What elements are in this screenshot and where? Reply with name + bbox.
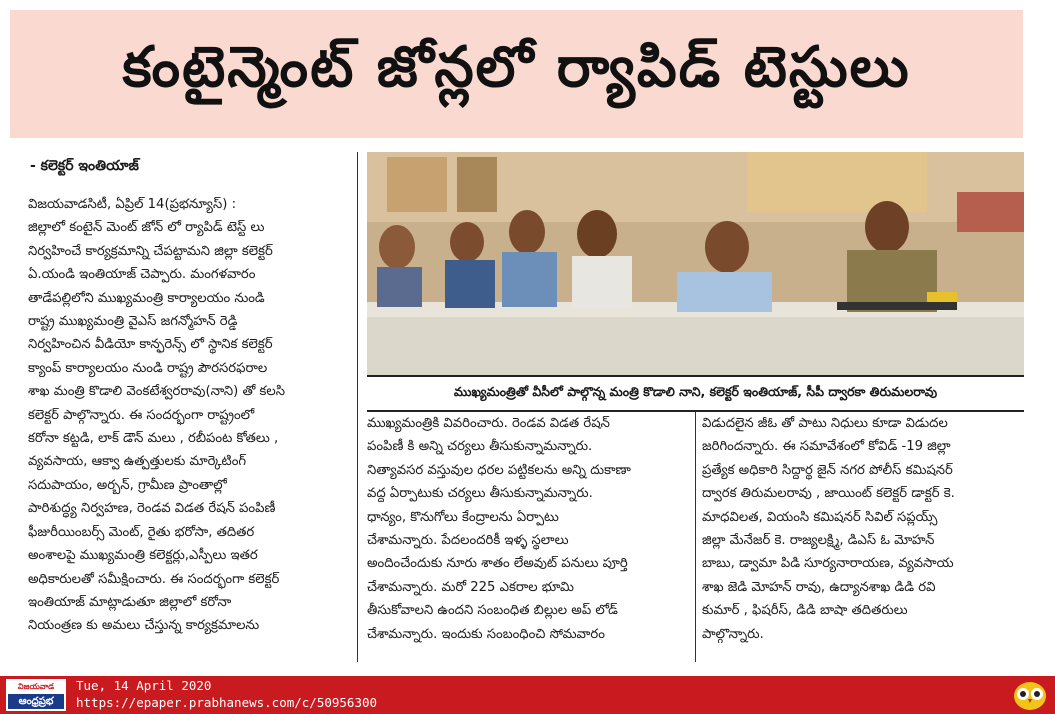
footer-bar xyxy=(0,676,1055,714)
text-line: తీసుకోవాలని ఉందని సంబంధిత బిల్లుల అప్ లోడ్ xyxy=(367,603,618,619)
text-line: చేశామన్నారు. పేదలందరికీ ఇళ్ళ స్థలాలు xyxy=(367,533,569,549)
text-line: ఏ.యండి ఇంతియాజ్ చెప్పారు. మంగళవారం xyxy=(28,267,256,283)
headline-banner xyxy=(10,10,1023,138)
text-line: ప్రత్యేక అధికారి సిద్దార్థ జైన్ నగర పోలీస్ కమిషనర్ xyxy=(702,462,953,478)
text-line: నిర్వహించే కార్యక్రమాన్ని చేపట్టామని జిల్లా కలెక్టర్ xyxy=(28,243,273,259)
text-line: కలెక్టర్ పాల్గొన్నారు. ఈ సందర్భంగా రాష్ట్రంలో xyxy=(28,407,255,423)
text-line: మాధవిలత, వియంసి కమిషనర్ సివిల్ సప్లయ్స్ xyxy=(702,509,938,525)
text-line: నిర్వహించిన వీడియో కాన్ఫరెన్స్ లో స్థానిక కలెక్టర్ xyxy=(28,337,273,353)
article-url-link[interactable]: https://epaper.prabhanews.com/c/50956300 xyxy=(76,695,378,710)
byline: - కలెక్టర్ ఇంతియాజ్ xyxy=(30,158,139,174)
text-line: సదుపాయం, అర్బన్, గ్రామీణ ప్రాంతాల్లో xyxy=(28,477,227,493)
text-line: ద్వారక తిరుమలరావు , జాయింట్ కలెక్టర్ డాక్టర్ కె. xyxy=(702,486,955,502)
column-divider xyxy=(357,152,358,662)
text-line: ధాన్యం, కొనుగోలు కేంద్రాలను ఏర్పాటు xyxy=(367,509,559,525)
text-line: శాఖ మంత్రి కొడాలి వెంకటేశ్వరరావు(నాని) తో కలసి xyxy=(28,384,286,400)
news-photo xyxy=(367,152,1024,375)
logo-brand: ఆంధ్రప్రభ xyxy=(8,694,64,709)
text-line: విజయవాడసిటీ, ఏప్రిల్ 14(ప్రభన్యూస్) : xyxy=(28,197,237,212)
text-line: పారిశుద్ధ్య నిర్వహణ, రెండవ విడత రేషన్ పంపిణీ xyxy=(28,501,276,517)
text-line: చేశామన్నారు. మరో 225 ఎకరాల భూమి xyxy=(367,579,574,595)
text-line: ముఖ్యమంత్రికి వివరించారు. రెండవ విడత రేషన్ xyxy=(367,416,610,431)
text-line: విడుదలైన జీఓ తో పాటు నిధులు కూడా విడుదల xyxy=(702,416,948,431)
article-column-3 xyxy=(702,412,1022,646)
text-line: అంశాలపై ముఖ్యమంత్రి కలెక్టర్లు,ఎస్పీలు ఇతర xyxy=(28,548,258,564)
text-line: నిత్యావసర వస్తువుల ధరల పట్టికలను అన్ని దుకాణా xyxy=(367,462,631,478)
text-line: వద్ద ఏర్పాటుకు చర్యలు తీసుకున్నామన్నారు. xyxy=(367,486,593,502)
text-line: జరిగిందన్నారు. ఈ సమావేశంలో కోవిడ్ -19 జిల్లా xyxy=(702,439,951,455)
text-line: పంపిణీ కి అన్ని చర్యలు తీసుకున్నామన్నారు. xyxy=(367,439,593,455)
photo-caption: ముఖ్యమంత్రితో వీసీలో పాల్గొన్న మంత్రి కొడాలి నాని, కలెక్టర్ ఇంతియాజ్, సీపీ ద్వారకా తిరుమలరావు xyxy=(367,375,1024,412)
text-line: బాబు, డ్వామా పిడి సూర్యనారాయణ, వ్యవసాయ xyxy=(702,556,954,572)
headline: కంటైన్మెంట్ జోన్లలో ర్యాపిడ్ టెస్టులు xyxy=(122,34,911,100)
text-line: ఫీజురీయింబర్స్ మెంట్, రైతు భరోసా, తదితర xyxy=(28,524,255,540)
article-column-1 xyxy=(28,193,348,638)
newspaper-logo[interactable] xyxy=(6,679,66,711)
text-line: వ్యవసాయ, ఆక్వా ఉత్పత్తులకు మార్కెటింగ్ xyxy=(28,454,247,470)
article-column-2 xyxy=(367,412,687,646)
text-line: అధికారులతో సమీక్షించారు. ఈ సందర్భంగా కలెక్టర్ xyxy=(28,571,280,587)
meeting-photo-illustration xyxy=(367,152,1024,375)
owl-icon[interactable] xyxy=(1012,679,1048,711)
text-line: రాష్ట్ర ముఖ్యమంత్రి వైఎస్ జగన్మోహన్ రెడ్డి xyxy=(28,314,238,330)
text-line: కరోనా కట్టడి, లాక్ డౌన్ మలు , రబీపంట కోతలు , xyxy=(28,431,279,447)
text-line: శాఖ జెడి మోహన్ రావు, ఉద్యానశాఖ డిడి రవి xyxy=(702,579,936,595)
logo-city: విజయవాడ xyxy=(17,682,55,691)
text-line: క్యాంప్ కార్యాలయం నుండి రాష్ట్ర పౌరసరఫరాల xyxy=(28,360,268,376)
text-line: అందించేందుకు నూరు శాతం లేఅవుట్ పనులు పూర్తి xyxy=(367,556,628,572)
text-line: జిల్లాలో కంటైన్ మెంట్ జోన్ లో ర్యాపిడ్ టెస్ట్ లు xyxy=(28,220,265,236)
text-line: కుమార్ , ఫిషరీస్, డిడి బాషా తదితరులు xyxy=(702,603,908,619)
text-line: పాల్గొన్నారు. xyxy=(702,626,764,642)
text-line: తాడేపల్లిలోని ముఖ్యమంత్రి కార్యాలయం నుండి xyxy=(28,290,265,306)
text-line: చేశామన్నారు. ఇందుకు సంబంధించి సోమవారం xyxy=(367,626,605,642)
text-line: ఇంతియాజ్ మాట్లాడుతూ జిల్లాలో కరోనా xyxy=(28,594,232,610)
column-divider xyxy=(695,412,696,662)
edition-date: Tue, 14 April 2020 xyxy=(76,678,212,693)
text-line: నియంత్రణ కు అమలు చేస్తున్న కార్యక్రమాలను xyxy=(28,618,260,634)
text-line: జిల్లా మేనేజర్ కె. రాజ్యలక్ష్మి, డిఎస్ ఓ మోహన్ xyxy=(702,533,935,549)
